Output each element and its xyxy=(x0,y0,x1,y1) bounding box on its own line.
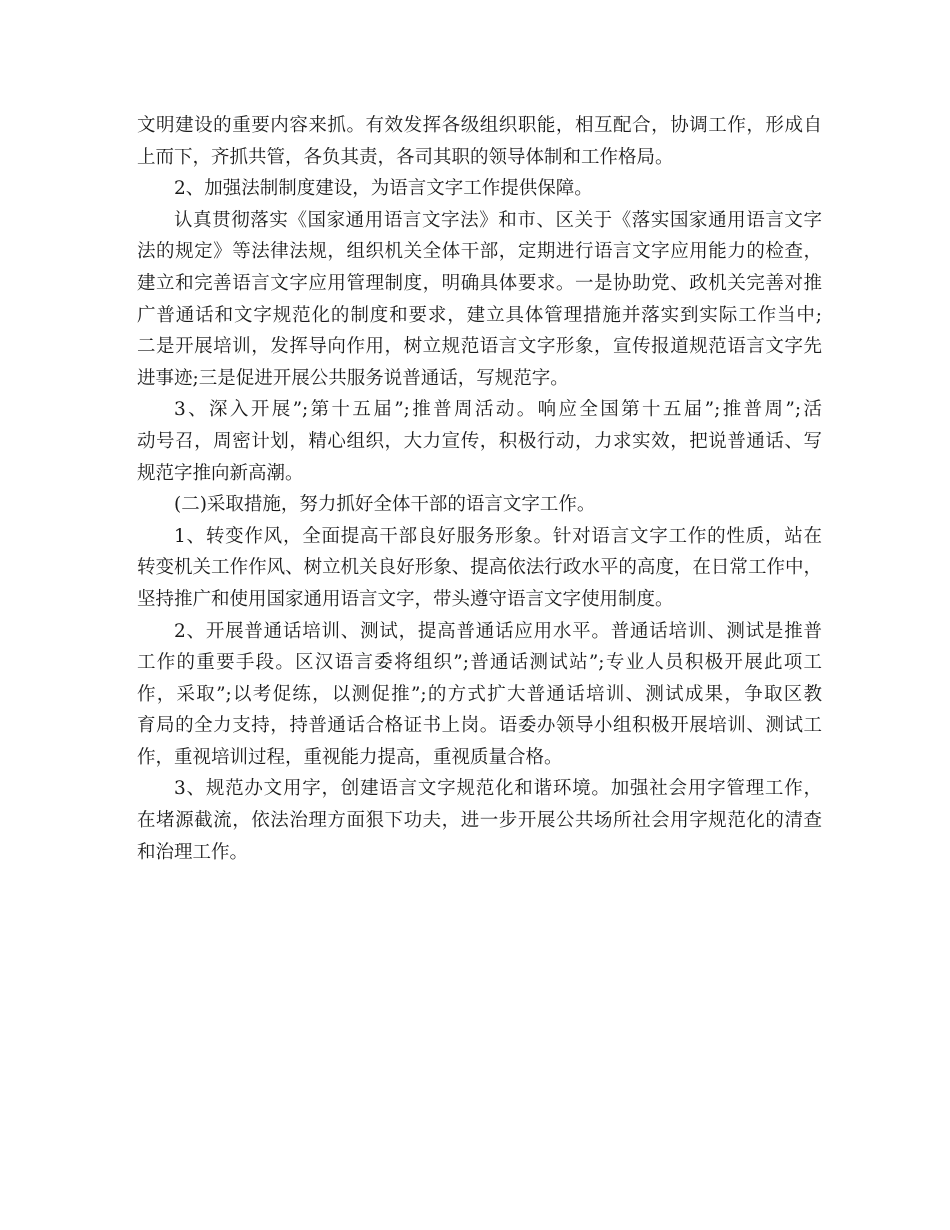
section-heading-3b: 3、规范办文用字，创建语言文字规范化和谐环境。加强社会用字管理工作， xyxy=(174,778,822,800)
text-line-4: 认真贯彻落实《国家通用语言文字法》和市、区关于《落实国家通用语言文字 xyxy=(174,209,822,231)
text-line-6: 建立和完善语言文字应用管理制度，明确具体要求。一是协助党、政机关完善对推 xyxy=(137,272,822,294)
section-heading-3: 3、深入开展”;第十五届”;推普周活动。响应全国第十五届”;推普周”;活 xyxy=(174,399,822,421)
text-line-16: 坚持推广和使用国家通用语言文字，带头遵守语言文字使用制度。 xyxy=(137,588,674,610)
text-line-19: 作，采取”;以考促练，以测促推”;的方式扩大普通话培训、测试成果，争取区教 xyxy=(137,683,822,705)
section-heading-part-two: (二)采取措施，努力抓好全体干部的语言文字工作。 xyxy=(174,494,596,516)
text-line-24: 和治理工作。 xyxy=(137,841,249,863)
text-line-15: 转变机关工作作风、树立机关良好形象、提高依法行政水平的高度，在日常工作中， xyxy=(137,557,822,579)
text-line-23: 在堵源截流，依法治理方面狠下功夫，进一步开展公共场所社会用字规范化的清查 xyxy=(137,810,822,832)
text-line-20: 育局的全力支持，持普通话合格证书上岗。语委办领导小组积极开展培训、测试工 xyxy=(137,715,822,737)
section-heading-2: 2、加强法制制度建设，为语言文字工作提供保障。 xyxy=(174,178,593,200)
section-heading-2b: 2、开展普通话培训、测试，提高普通话应用水平。普通话培训、测试是推普 xyxy=(174,620,822,642)
text-line-18: 工作的重要手段。区汉语言委将组织”;普通话测试站”;专业人员积极开展此项工 xyxy=(137,652,822,674)
text-line-2: 上而下，齐抓共管，各负其责，各司其职的领导体制和工作格局。 xyxy=(137,146,674,168)
text-line-5: 法的规定》等法律法规，组织机关全体干部，定期进行语言文字应用能力的检查， xyxy=(137,241,822,263)
text-line-12: 规范字推向新高潮。 xyxy=(137,462,304,484)
text-line-21: 作，重视培训过程，重视能力提高，重视质量合格。 xyxy=(137,746,563,768)
text-line-8: 二是开展培训，发挥导向作用，树立规范语言文字形象，宣传报道规范语言文字先 xyxy=(137,336,822,358)
text-line-11: 动号召，周密计划，精心组织，大力宣传，积极行动，力求实效，把说普通话、写 xyxy=(137,430,822,452)
section-heading-1b: 1、转变作风，全面提高干部良好服务形象。针对语言文字工作的性质，站在 xyxy=(174,525,822,547)
text-line-9: 进事迹;三是促进开展公共服务说普通话，写规范字。 xyxy=(137,367,569,389)
text-line-1: 文明建设的重要内容来抓。有效发挥各级组织职能，相互配合，协调工作，形成自 xyxy=(137,115,822,136)
text-line-7: 广普通话和文字规范化的制度和要求，建立具体管理措施并落实到实际工作当中; xyxy=(137,304,822,326)
